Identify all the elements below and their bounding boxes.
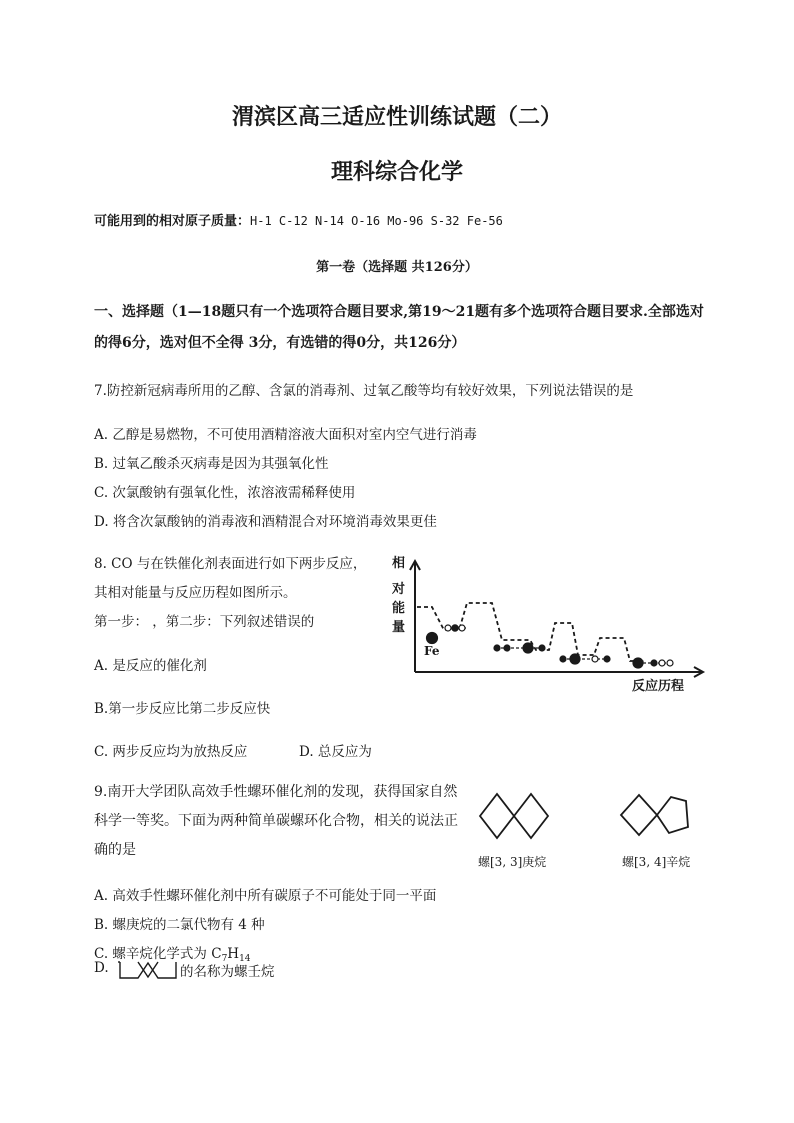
- fe-atom: [427, 633, 438, 644]
- species-markers: [427, 625, 674, 668]
- ylabel-char-4: 量: [392, 620, 406, 635]
- spiro33-ring-left: [480, 794, 514, 838]
- ylabel-char-1: 相: [392, 556, 406, 571]
- q8-option-c: C. 两步反应均为放热反应: [94, 744, 248, 760]
- q8-line2: 其相对能量与反应历程如图所示。: [94, 585, 297, 601]
- q8-line1: 8. CO 与在铁催化剂表面进行如下两步反应，: [94, 556, 367, 572]
- spiro-figures: [476, 790, 706, 880]
- q9-option-c-h: H: [227, 946, 240, 962]
- q7-option-c: C. 次氯酸钠有强氧化性，浓溶液需稀释使用: [94, 485, 356, 501]
- q7-option-d: D. 将含次氯酸钠的消毒液和酒精混合对环境消毒效果更佳: [94, 514, 437, 530]
- volume-heading: 第一卷（选择题 共126分）: [316, 260, 478, 275]
- atomic-mass-line: [94, 210, 503, 229]
- spiro-nonane-structure: [118, 959, 180, 981]
- q9-option-c-sub2: 14: [239, 954, 251, 964]
- spiro34-label: 螺[3, 4]辛烷: [622, 855, 691, 869]
- xlabel: 反应历程: [632, 679, 685, 694]
- q9-option-a: A. 高效手性螺环催化剂中所有碳原子不可能处于同一平面: [94, 888, 437, 904]
- q7-option-a: A. 乙醇是易燃物，不可使用酒精溶液大面积对室内空气进行消毒: [94, 427, 477, 443]
- q9-option-c-text: C. 螺辛烷化学式为 C: [94, 946, 222, 962]
- q8-option-d: D. 总反应为: [299, 744, 372, 760]
- ylabel-char-2: 对: [392, 582, 406, 597]
- q9-option-d: [94, 960, 109, 976]
- q9-option-d-prefix: D.: [94, 960, 109, 976]
- q7-stem: 7.防控新冠病毒所用的乙醇、含氯的消毒剂、过氧乙酸等均有较好效果，下列说法错误的是: [94, 383, 634, 399]
- axes: [410, 561, 703, 677]
- q7-option-b: B. 过氧乙酸杀灭病毒是因为其强氧化性: [94, 456, 329, 472]
- q9-option-d-suffix: 的名称为螺壬烷: [180, 964, 275, 980]
- atomic-mass-values: H-1 C-12 N-14 O-16 Mo-96 S-32 Fe-56: [250, 214, 503, 228]
- page-title: 渭滨区高三适应性训练试题（二）: [231, 104, 562, 130]
- spiro34-ring-square: [621, 795, 657, 835]
- q9-option-b: B. 螺庚烷的二氯代物有 4 种: [94, 917, 265, 933]
- ylabel-char-3: 能: [392, 601, 406, 616]
- atomic-mass-label: 可能用到的相对原子质量：: [94, 214, 251, 229]
- q8-option-a: A. 是反应的催化剂: [94, 658, 207, 674]
- fe-label: Fe: [424, 644, 440, 658]
- page-subtitle: 理科综合化学: [330, 159, 463, 185]
- q8-option-b: B.第一步反应比第二步反应快: [94, 701, 271, 717]
- q8-line3: 第一步： ，第二步：下列叙述错误的: [94, 614, 315, 630]
- q9-option-c-sub1: 7: [221, 954, 228, 964]
- spiro34-ring-pentagon: [657, 797, 688, 833]
- q9-stem: 9.南开大学团队高效手性螺环催化剂的发现，获得国家自然科学一等奖。下面为两种简单碳螺环化合物，相关的说法正确的是: [94, 784, 458, 858]
- spiro33-label: 螺[3, 3]庚烷: [478, 855, 547, 869]
- energy-diagram: [362, 555, 707, 700]
- spiro33-ring-right: [514, 794, 548, 838]
- section-heading: 一、选择题（1—18题只有一个选项符合题目要求,第19～21题有多个选项符合题目要求.全部选对的得6分，选对但不全得 3分，有选错的得0分，共126分）: [94, 304, 704, 351]
